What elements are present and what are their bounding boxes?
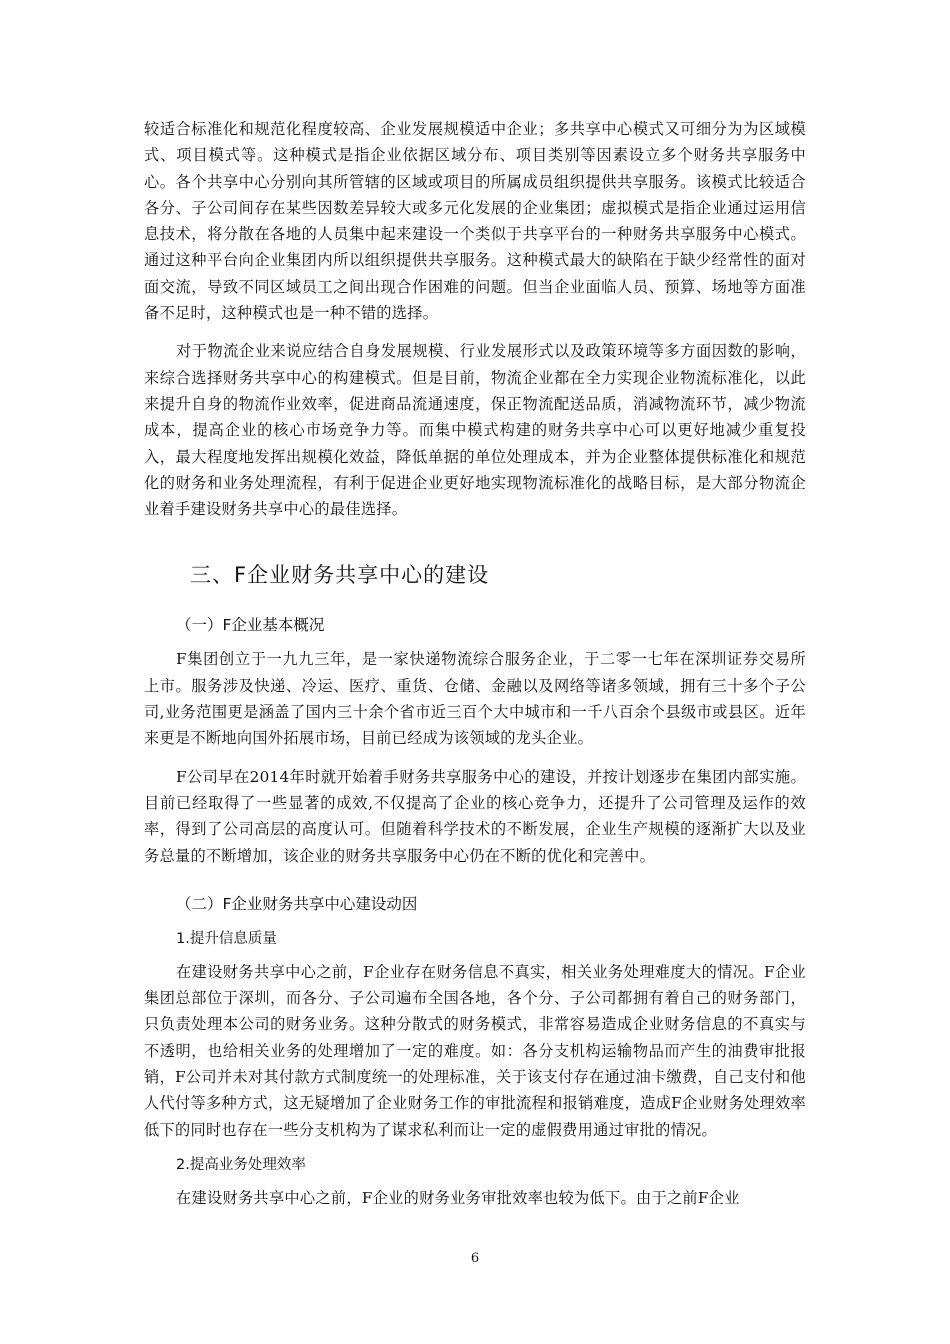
page-body bbox=[144, 116, 806, 1211]
paragraph-group-overview: F集团创立于一九九三年，是一家快递物流综合服务企业，于二零一七年在深圳证券交易所上市。服务涉及快递、冷运、医疗、重货、仓储、金融以及网络等诸多领域，拥有三十多个子公司,业务范围更是涵盖了国内三十余个省市近三百个大中城市和一千八百余个县级市或县区。近年来更是不断地向国外拓展市场，目前已经成为该领域的龙头企业。 bbox=[144, 650, 806, 748]
item-heading-efficiency: 2.提高业务处理效率 bbox=[176, 1156, 306, 1173]
paragraph-info-quality: 在建设财务共享中心之前，F企业存在财务信息不真实，相关业务处理难度大的情况。F企业集团总部位于深圳，而各分、子公司遍布全国各地，各个分、子公司都拥有着自己的财务部门，只负责处理本公司的财务业务。这种分散式的财务模式，非常容易造成企业财务信息的不真实与不透明，也给相关业务的处理增加了一定的难度。如：各分支机构运输物品而产生的油费审批报销，F公司并未对其付款方式制度统一的处理标准，关于该支付存在通过油卡缴费，自己支付和他人代付等多种方式，这无疑增加了企业财务工作的审批流程和报销难度，造成F企业财务处理效率低下的同时也存在一些分支机构为了谋求私利而让一定的虚假费用通过审批的情况。 bbox=[144, 962, 806, 1139]
subheading-basic-overview: （一）F企业基本概况 bbox=[176, 616, 325, 635]
paragraph-efficiency: 在建设财务共享中心之前，F企业的财务业务审批效率也较为低下。由于之前F企业 bbox=[176, 1188, 740, 1207]
paragraph-logistics-choice: 对于物流企业来说应结合自身发展规模、行业发展形式以及政策环境等多方面因数的影响，来综合选择财务共享中心的构建模式。但是目前，物流企业都在全力实现企业物流标准化，以此来提升自身的物流作业效率，促进商品流通速度，保正物流配送品质，消减物流环节，减少物流成本，提高企业的核心市场竞争力等。而集中模式构建的财务共享中心可以更好地减少重复投入，最大程度地发挥出规模化效益，降低单据的单位处理成本，并为企业整体提供标准化和规范化的财务和业务处理流程，有利于促进企业更好地实现物流标准化的战略目标，是大部分物流企业着手建设财务共享中心的最佳选择。 bbox=[144, 342, 806, 519]
section-heading-3: 三、F企业财务共享中心的建设 bbox=[190, 563, 490, 588]
paragraph-shared-center-models: 较适合标准化和规范化程度较高、企业发展规模适中企业；多共享中心模式又可细分为为区域模式、项目模式等。这种模式是指企业依据区域分布、项目类别等因素设立多个财务共享服务中心。各个共享中心分别向其所管辖的区域或项目的所属成员组织提供共享服务。该模式比较适合各分、子公司间存在某些因数差异较大或多元化发展的企业集团；虚拟模式是指企业通过运用信息技术，将分散在各地的人员集中起来建设一个类似于共享平台的一种财务共享服务中心模式。通过这种平台向企业集团内所以组织提供共享服务。这种模式最大的缺陷在于缺少经常性的面对面交流，导致不同区域员工之间出现合作困难的问题。但当企业面临人员、预算、场地等方面准备不足时，这种模式也是一种不错的选择。 bbox=[144, 120, 806, 323]
item-heading-info-quality: 1.提升信息质量 bbox=[176, 930, 277, 947]
paragraph-shared-center-history: F公司早在2014年时就开始着手财务共享服务中心的建设，并按计划逐步在集团内部实施。目前已经取得了一些显著的成效,不仅提高了企业的核心竞争力，还提升了公司管理及运作的效率，得到了公司高层的高度认可。但随着科学技术的不断发展，企业生产规模的逐渐扩大以及业务总量的不断增加，该企业的财务共享服务中心仍在不断的优化和完善中。 bbox=[144, 767, 806, 865]
page-number: 6 bbox=[470, 1251, 480, 1266]
subheading-motivation: （二）F企业财务共享中心建设动因 bbox=[176, 894, 418, 913]
